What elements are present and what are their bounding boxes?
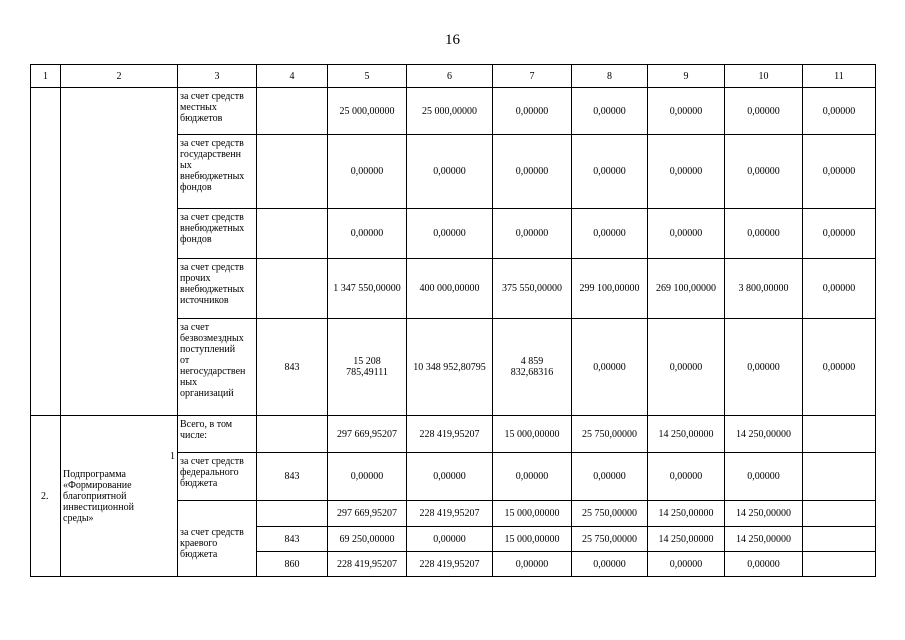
value-cell: 25 000,00000: [328, 88, 407, 135]
value-cell: 0,00000: [803, 209, 876, 259]
value-cell: 0,00000: [572, 88, 648, 135]
funding-source-cell: Всего, в том числе:: [178, 416, 257, 453]
value-cell: 299 100,00000: [572, 259, 648, 319]
program-name: Подпрограмма «Формирование благоприятной инвестиционной среды»: [63, 468, 134, 524]
funding-source-cell: за счет средств прочих внебюджетных источников: [178, 259, 257, 319]
value-cell: 0,00000: [803, 259, 876, 319]
page-number: 16: [445, 32, 460, 48]
code-cell: [257, 209, 328, 259]
value-cell: [803, 416, 876, 453]
value-cell: [803, 453, 876, 501]
value-cell: 14 250,00000: [648, 527, 725, 552]
value-cell: 14 250,00000: [648, 501, 725, 527]
code-cell: 860: [257, 552, 328, 577]
column-header: 5: [328, 65, 407, 88]
value-cell: 0,00000: [328, 135, 407, 209]
value-cell: 375 550,00000: [493, 259, 572, 319]
table-row: [31, 416, 876, 453]
funding-source-cell: за счет средств местных бюджетов: [178, 88, 257, 135]
value-cell: 0,00000: [725, 88, 803, 135]
value-cell: 0,00000: [493, 135, 572, 209]
value-cell: 0,00000: [648, 209, 725, 259]
funding-source-cell: за счет средств государственн ых внебюджетных фондов: [178, 135, 257, 209]
value-cell: 0,00000: [407, 453, 493, 501]
column-header-row: [31, 65, 876, 88]
code-cell: [257, 88, 328, 135]
value-cell: 0,00000: [328, 209, 407, 259]
value-cell: 15 208 785,49111: [328, 319, 407, 416]
code-cell: [257, 259, 328, 319]
value-cell: 0,00000: [572, 319, 648, 416]
column-header: 2: [61, 65, 178, 88]
value-cell: 297 669,95207: [328, 416, 407, 453]
column-header: 3: [178, 65, 257, 88]
empty-cell: [31, 88, 61, 416]
funding-source-cell: за счет безвозмездных поступлений от негосударствен ных организаций: [178, 319, 257, 416]
value-cell: 0,00000: [648, 453, 725, 501]
value-cell: 0,00000: [725, 319, 803, 416]
value-cell: 25 750,00000: [572, 501, 648, 527]
column-header: 11: [803, 65, 876, 88]
value-cell: 228 419,95207: [407, 552, 493, 577]
code-cell: 843: [257, 527, 328, 552]
column-header: 10: [725, 65, 803, 88]
value-cell: 25 000,00000: [407, 88, 493, 135]
value-cell: 228 419,95207: [328, 552, 407, 577]
column-header: 9: [648, 65, 725, 88]
value-cell: 0,00000: [493, 552, 572, 577]
value-cell: 0,00000: [572, 209, 648, 259]
code-cell: 843: [257, 453, 328, 501]
value-cell: 15 000,00000: [493, 416, 572, 453]
value-cell: 15 000,00000: [493, 527, 572, 552]
budget-table: [30, 64, 876, 577]
value-cell: 228 419,95207: [407, 416, 493, 453]
column-header: 7: [493, 65, 572, 88]
value-cell: 15 000,00000: [493, 501, 572, 527]
value-cell: 269 100,00000: [648, 259, 725, 319]
value-cell: 0,00000: [725, 209, 803, 259]
funding-source-cell: за счет средств федерального бюджета: [178, 453, 257, 501]
value-cell: 14 250,00000: [725, 501, 803, 527]
value-cell: 0,00000: [407, 135, 493, 209]
value-cell: 228 419,95207: [407, 501, 493, 527]
column-header: 4: [257, 65, 328, 88]
code-cell: 843: [257, 319, 328, 416]
funding-source-cell: за счет средств внебюджетных фондов: [178, 209, 257, 259]
table-row: [31, 88, 876, 135]
value-cell: 400 000,00000: [407, 259, 493, 319]
value-cell: 0,00000: [407, 209, 493, 259]
value-cell: 0,00000: [572, 552, 648, 577]
empty-cell: [61, 88, 178, 416]
value-cell: 14 250,00000: [648, 416, 725, 453]
column-header: 8: [572, 65, 648, 88]
value-cell: 0,00000: [493, 88, 572, 135]
value-cell: 0,00000: [725, 453, 803, 501]
value-cell: 0,00000: [803, 88, 876, 135]
value-cell: 0,00000: [648, 319, 725, 416]
value-cell: 14 250,00000: [725, 416, 803, 453]
value-cell: 4 859 832,68316: [493, 319, 572, 416]
value-cell: 0,00000: [572, 453, 648, 501]
value-cell: 0,00000: [803, 135, 876, 209]
program-number: 2.: [31, 416, 61, 577]
column-header: 6: [407, 65, 493, 88]
value-cell: 0,00000: [648, 552, 725, 577]
value-cell: 25 750,00000: [572, 527, 648, 552]
value-cell: 14 250,00000: [725, 527, 803, 552]
value-cell: [803, 527, 876, 552]
code-cell: [257, 135, 328, 209]
value-cell: 0,00000: [648, 88, 725, 135]
column-header: 1: [31, 65, 61, 88]
value-cell: 0,00000: [493, 453, 572, 501]
value-cell: 0,00000: [493, 209, 572, 259]
program-name-cell: [61, 416, 178, 577]
value-cell: 297 669,95207: [328, 501, 407, 527]
program-marker: 1: [170, 450, 175, 462]
value-cell: 3 800,00000: [725, 259, 803, 319]
value-cell: 10 348 952,80795: [407, 319, 493, 416]
value-cell: 0,00000: [328, 453, 407, 501]
value-cell: 0,00000: [725, 135, 803, 209]
value-cell: [803, 501, 876, 527]
value-cell: 0,00000: [648, 135, 725, 209]
code-cell: [257, 416, 328, 453]
value-cell: 1 347 550,00000: [328, 259, 407, 319]
value-cell: [803, 552, 876, 577]
value-cell: 0,00000: [803, 319, 876, 416]
value-cell: 25 750,00000: [572, 416, 648, 453]
value-cell: 0,00000: [572, 135, 648, 209]
code-cell: [257, 501, 328, 527]
funding-source-cell: за счет средств краевого бюджета: [178, 501, 257, 577]
value-cell: 0,00000: [725, 552, 803, 577]
value-cell: 69 250,00000: [328, 527, 407, 552]
value-cell: 0,00000: [407, 527, 493, 552]
